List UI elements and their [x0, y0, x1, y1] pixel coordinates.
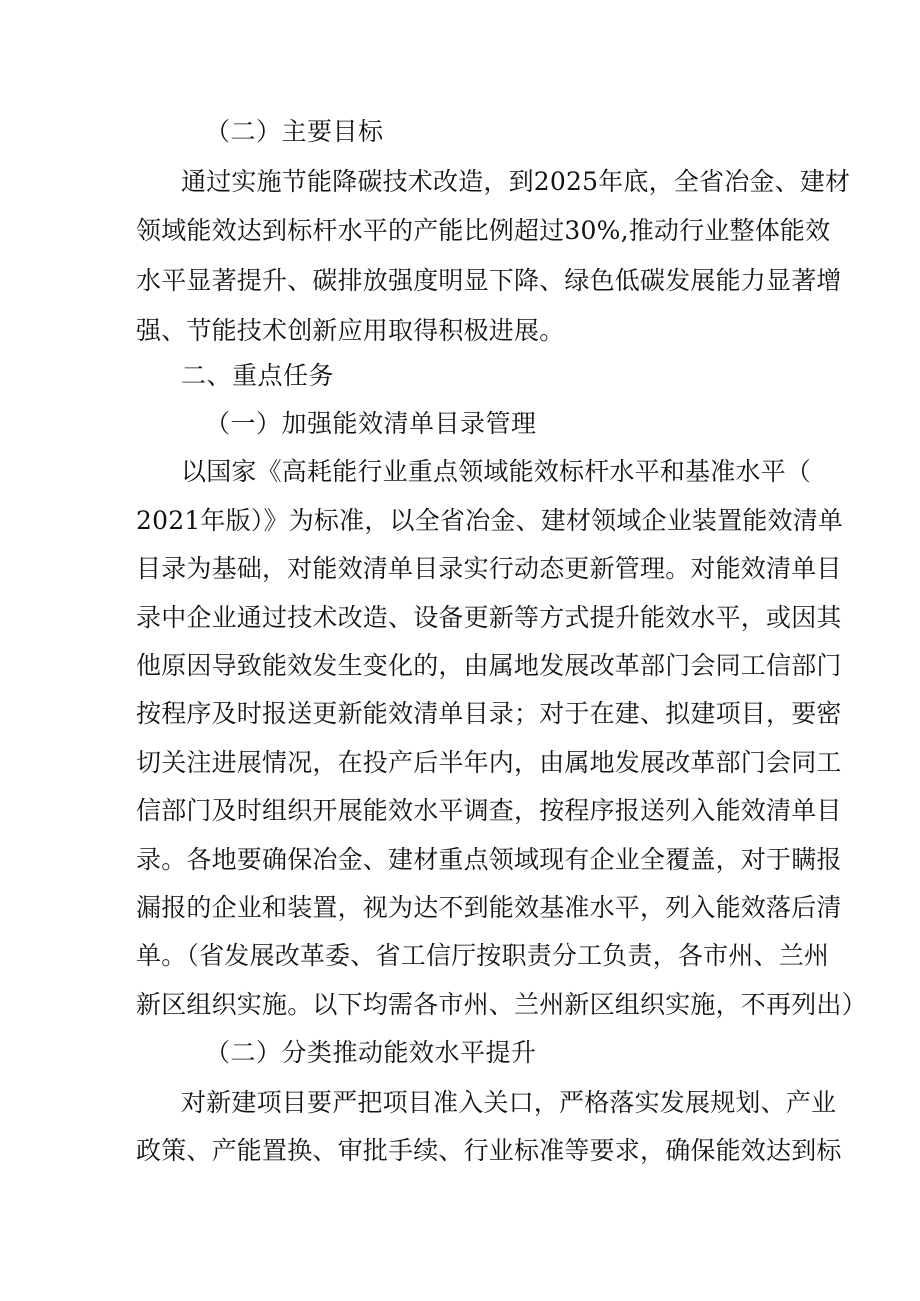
paragraph-line: 录。各地要确保冶金、建材重点领域现有企业全覆盖，对于瞒报 — [136, 845, 842, 874]
paragraph-line: 切关注进展情况，在投产后半年内，由属地发展改革部门会同工 — [136, 748, 842, 777]
heading-task-1: （一）加强能效清单目录管理 — [205, 409, 537, 438]
paragraph-line: 2021年版）》为标准，以全省冶金、建材领域企业装置能效清单 — [136, 506, 844, 535]
paragraph-line: 水平显著提升、碳排放强度明显下降、绿色低碳发展能力显著增 — [136, 266, 842, 295]
paragraph-line: 漏报的企业和装置，视为达不到能效基准水平，列入能效落后清 — [136, 893, 842, 922]
paragraph-line: 领域能效达到标杆水平的产能比例超过30%,推动行业整体能效 — [136, 216, 831, 245]
paragraph-line: 他原因导致能效发生变化的，由属地发展改革部门会同工信部门 — [136, 651, 842, 680]
paragraph-line: 单。（省发展改革委、省工信厅按职责分工负责，各市州、兰州 — [136, 941, 830, 970]
section-key-tasks: 二、重点任务 — [181, 361, 335, 390]
paragraph-line: 新区组织实施。以下均需各市州、兰州新区组织实施，不再列出） — [136, 990, 867, 1019]
paragraph-line: 强、节能技术创新应用取得积极进展。 — [136, 316, 565, 345]
paragraph-line: 目录为基础，对能效清单目录实行动态更新管理。对能效清单目 — [136, 554, 842, 583]
paragraph-line: 以国家《高耗能行业重点领域能效标杆水平和基准水平（ — [181, 457, 812, 486]
paragraph-line: 按程序及时报送更新能效清单目录；对于在建、拟建项目，要密 — [136, 699, 842, 728]
paragraph-line: 通过实施节能降碳技术改造，到2025年底，全省冶金、建材 — [181, 167, 851, 196]
paragraph-line: 政策、产能置换、审批手续、行业标准等要求，确保能效达到标 — [136, 1136, 842, 1165]
heading-main-goals: （二）主要目标 — [205, 117, 384, 146]
paragraph-line: 对新建项目要严把项目准入关口，严格落实发展规划、产业 — [181, 1088, 837, 1117]
heading-task-2: （二）分类推动能效水平提升 — [205, 1038, 537, 1067]
paragraph-line: 信部门及时组织开展能效水平调查，按程序报送列入能效清单目 — [136, 796, 842, 825]
paragraph-line: 录中企业通过技术改造、设备更新等方式提升能效水平，或因其 — [136, 603, 842, 632]
